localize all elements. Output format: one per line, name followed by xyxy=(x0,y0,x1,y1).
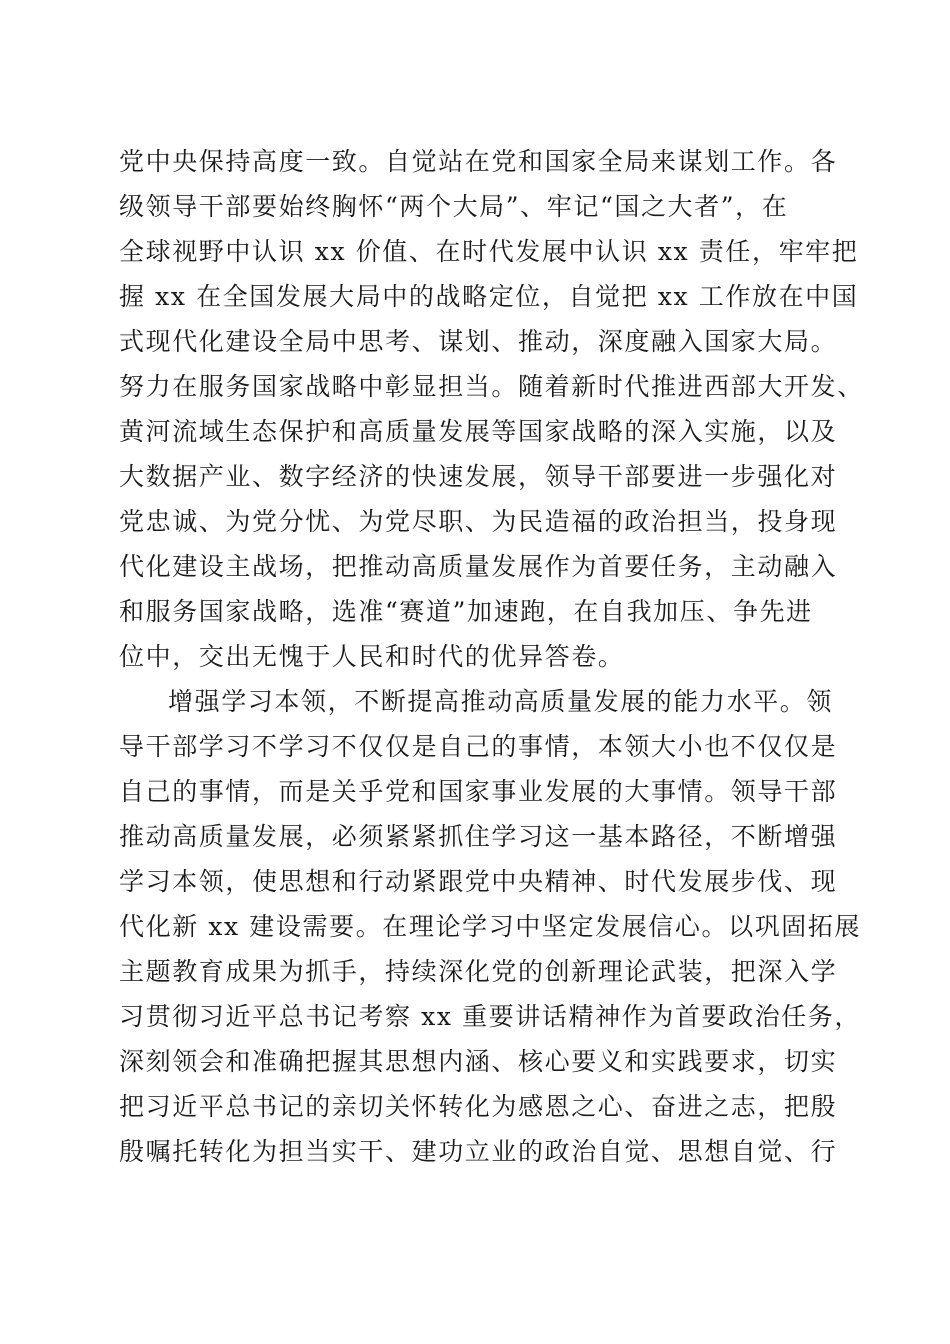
text-line: 学习本领，使思想和行动紧跟党中央精神、时代发展步伐、现 xyxy=(119,867,838,896)
text-line: 习贯彻习近平总书记考察 xx 重要讲话精神作为首要政治任务， xyxy=(119,1002,862,1031)
text-line: 全球视野中认识 xx 价值、在时代发展中认识 xx 责任，牢牢把 xyxy=(119,237,859,266)
text-line: 级领导干部要始终胸怀“两个大局”、牢记“国之大者”，在 xyxy=(119,192,789,221)
text-line: 把习近平总书记的亲切关怀转化为感恩之心、奋进之志，把殷 xyxy=(119,1092,838,1121)
paragraph-first-line: 增强学习本领，不断提高推动高质量发展的能力水平。领 xyxy=(168,687,834,716)
text-line: 和服务国家战略，选准“赛道”加速跑，在自我加压、争先进 xyxy=(119,597,813,626)
text-line: 握 xx 在全国发展大局中的战略定位，自觉把 xx 工作放在中国 xyxy=(119,282,859,311)
text-line: 推动高质量发展，必须紧紧抓住学习这一基本路径，不断增强 xyxy=(119,822,838,851)
text-line: 导干部学习不学习不仅仅是自己的事情，本领大小也不仅仅是 xyxy=(119,732,838,761)
text-line: 黄河流域生态保护和高质量发展等国家战略的深入实施，以及 xyxy=(119,417,838,446)
text-line: 代化建设主战场，把推动高质量发展作为首要任务，主动融入 xyxy=(119,552,838,581)
text-line: 式现代化建设全局中思考、谋划、推动，深度融入国家大局。 xyxy=(119,327,838,356)
text-line: 自己的事情，而是关乎党和国家事业发展的大事情。领导干部 xyxy=(119,777,838,806)
text-line: 殷嘱托转化为担当实干、建功立业的政治自觉、思想自觉、行 xyxy=(119,1137,838,1166)
text-line: 党忠诚、为党分忧、为党尽职、为民造福的政治担当，投身现 xyxy=(119,507,838,536)
text-line: 代化新 xx 建设需要。在理论学习中坚定发展信心。以巩固拓展 xyxy=(119,912,862,941)
text-line: 位中，交出无愧于人民和时代的优异答卷。 xyxy=(119,642,625,671)
text-line: 深刻领会和准确把握其思想内涵、核心要义和实践要求，切实 xyxy=(119,1047,838,1076)
text-line: 主题教育成果为抓手，持续深化党的创新理论武装，把深入学 xyxy=(119,957,838,986)
text-line: 努力在服务国家战略中彰显担当。随着新时代推进西部大开发、 xyxy=(119,372,864,401)
text-line: 党中央保持高度一致。自觉站在党和国家全局来谋划工作。各 xyxy=(119,147,838,176)
text-line: 大数据产业、数字经济的快速发展，领导干部要进一步强化对 xyxy=(119,462,838,491)
